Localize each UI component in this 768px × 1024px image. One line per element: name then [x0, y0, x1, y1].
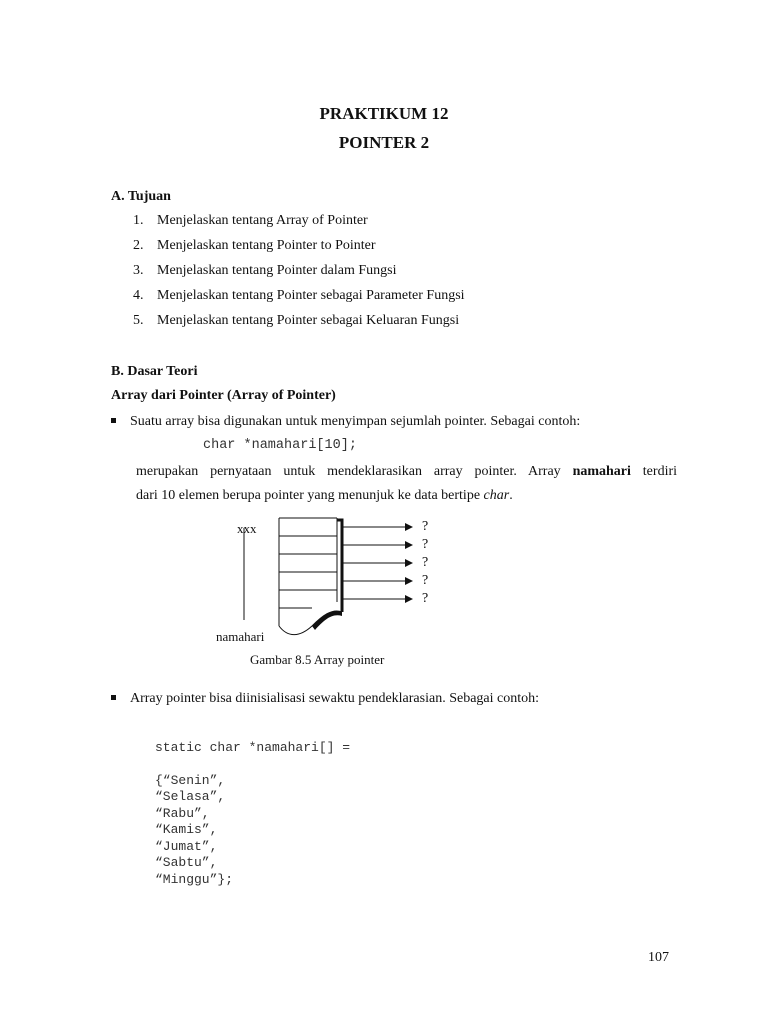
code-line: “Jumat”, [155, 838, 218, 854]
paragraph-line: merupakan pernyataan untuk mendeklarasikan array pointer. Array namahari terdiri [136, 464, 678, 479]
page-number: 107 [648, 950, 669, 965]
code-line: “Selasa”, [155, 789, 226, 804]
page-title: PRAKTIKUM 12 [319, 104, 449, 123]
code-line: “Minggu”}; [155, 871, 234, 887]
code-line: “Kamis”, [155, 822, 218, 837]
code-line: “Sabtu”, [155, 855, 218, 870]
figure-caption: Gambar 8.5 Array pointer [250, 652, 385, 667]
bullet-item: Suatu array bisa digunakan untuk menyimpan sejumlah pointer. Sebagai contoh: [111, 414, 580, 430]
list-item: 3. Menjelaskan tentang Pointer dalam Fungsi [133, 263, 397, 278]
figure-label-bottom: namahari [216, 629, 265, 644]
page-subtitle: POINTER 2 [338, 133, 430, 152]
pointer-arrows [342, 527, 412, 599]
arrow-label: ? [422, 555, 429, 570]
bullet-square-icon [111, 695, 116, 700]
code-block [155, 740, 350, 888]
bullet-item: Array pointer bisa diinisialisasi sewaktu pendeklarasian. Sebagai contoh: [111, 691, 539, 707]
code-line: static char *namahari[] = [155, 740, 351, 755]
list-item: 2. Menjelaskan tentang Pointer to Pointer [133, 238, 376, 253]
arrow-label: ? [422, 519, 429, 534]
section-b-heading: B. Dasar Teori [111, 364, 198, 379]
code-line: {“Senin”, [155, 772, 226, 788]
section-b-subheading: Array dari Pointer (Array of Pointer) [111, 388, 336, 403]
list-item: 1. Menjelaskan tentang Array of Pointer [133, 213, 368, 228]
arrow-label: ? [422, 591, 429, 606]
paragraph-line: dari 10 elemen berupa pointer yang menunjuk ke data bertipe char. [136, 488, 513, 503]
code-line: “Rabu”, [155, 805, 210, 821]
figure-label-top: xxx [237, 521, 257, 536]
section-a-heading: A. Tujuan [111, 189, 171, 204]
bullet-square-icon [111, 418, 116, 423]
arrow-label: ? [422, 573, 429, 588]
arrow-label: ? [422, 537, 429, 552]
list-item: 5. Menjelaskan tentang Pointer sebagai Keluaran Fungsi [133, 313, 460, 328]
code-declaration: char *namahari[10]; [203, 438, 357, 453]
list-item: 4. Menjelaskan tentang Pointer sebagai Parameter Fungsi [133, 288, 465, 303]
array-box [279, 518, 342, 635]
